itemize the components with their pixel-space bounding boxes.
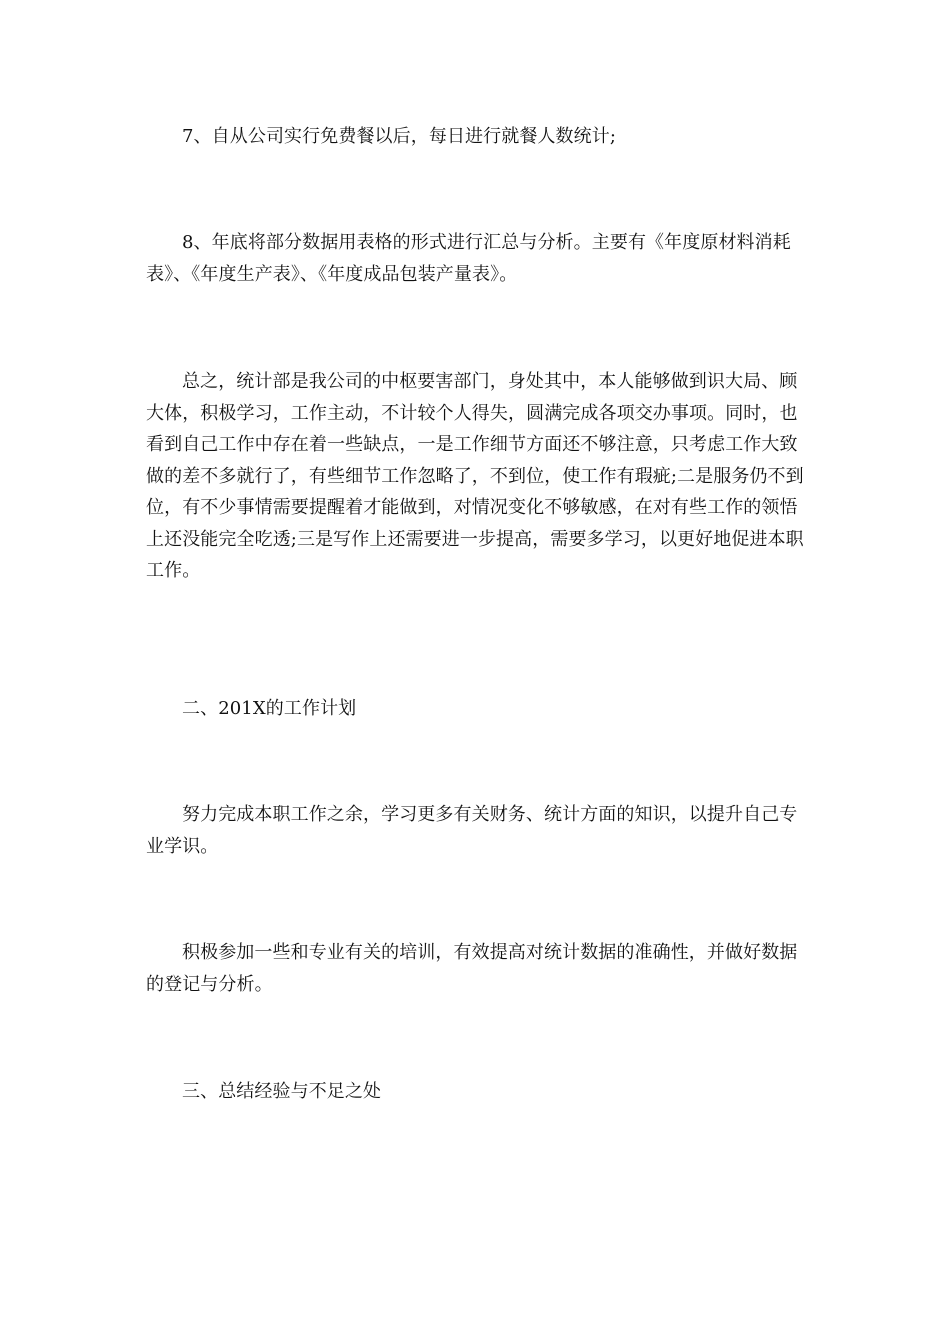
summary-paragraph: 总之，统计部是我公司的中枢要害部门，身处其中，本人能够做到识大局、顾大体，积极学习，工作主动，不计较个人得失，圆满完成各项交办事项。同时，也看到自己工作中存在着一些缺点，一是工作细节方面还不够注意，只考虑工作大致做的差不多就行了，有些细节工作忽略了，不到位，使工作有瑕疵;二是服务仍不到位，有不少事情需要提醒着才能做到，对情况变化不够敏感，在对有些工作的领悟上还没能完全吃透;三是写作上还需要进一步提高，需要多学习，以更好地促进本职工作。 xyxy=(146,371,804,581)
section-heading-summary: 三、总结经验与不足之处 xyxy=(182,1081,382,1102)
plan-paragraph-study: 努力完成本职工作之余，学习更多有关财务、统计方面的知识，以提升自己专业学识。 xyxy=(146,804,798,857)
plan-paragraph-training: 积极参加一些和专业有关的培训，有效提高对统计数据的准确性，并做好数据的登记与分析。 xyxy=(146,942,798,995)
section-heading-work-plan: 二、201X的工作计划 xyxy=(182,698,357,719)
paragraph-item-7: 7、自从公司实行免费餐以后，每日进行就餐人数统计; xyxy=(182,126,617,147)
paragraph-item-8: 8、年底将部分数据用表格的形式进行汇总与分析。主要有《年度原材料消耗表》、《年度生产表》、《年度成品包装产量表》。 xyxy=(146,232,791,285)
